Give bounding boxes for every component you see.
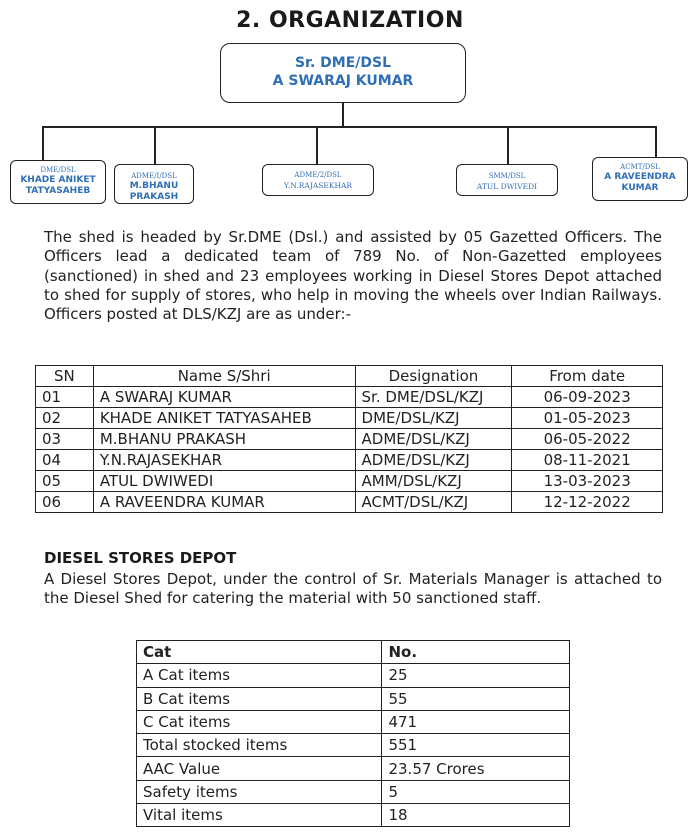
category-cell: Vital items bbox=[137, 804, 382, 827]
table-row bbox=[137, 757, 570, 780]
category-cell: A Cat items bbox=[137, 664, 382, 687]
count-cell: 471 bbox=[382, 710, 570, 733]
name-cell: KHADE ANIKET TATYASAHEB bbox=[93, 408, 355, 429]
column-header: No. bbox=[382, 641, 570, 664]
org-officer-designation: ADME/2/DSL bbox=[294, 171, 342, 179]
table-row bbox=[137, 734, 570, 757]
table-row bbox=[137, 687, 570, 710]
date-cell: 08-11-2021 bbox=[512, 450, 663, 471]
org-officer-box bbox=[262, 164, 374, 196]
table-row bbox=[36, 492, 663, 513]
column-header: Designation bbox=[355, 366, 512, 387]
table-header-row bbox=[137, 641, 570, 664]
org-connector-drop bbox=[154, 126, 156, 164]
org-officer-box bbox=[10, 160, 106, 204]
sn-cell: 06 bbox=[36, 492, 94, 513]
category-cell: AAC Value bbox=[137, 757, 382, 780]
org-connector-drop bbox=[655, 126, 657, 160]
sn-cell: 03 bbox=[36, 429, 94, 450]
table-header-row bbox=[36, 366, 663, 387]
name-cell: Y.N.RAJASEKHAR bbox=[93, 450, 355, 471]
table-row bbox=[36, 471, 663, 492]
sn-cell: 04 bbox=[36, 450, 94, 471]
column-header: Name S/Shri bbox=[93, 366, 355, 387]
depot-paragraph: A Diesel Stores Depot, under the control of Sr. Materials Manager is attached to the Diesel Shed for catering the material with 50 sanctioned staff. bbox=[44, 570, 662, 608]
count-cell: 18 bbox=[382, 804, 570, 827]
count-cell: 23.57 Crores bbox=[382, 757, 570, 780]
table-row bbox=[137, 664, 570, 687]
table-row bbox=[36, 450, 663, 471]
count-cell: 25 bbox=[382, 664, 570, 687]
sn-cell: 05 bbox=[36, 471, 94, 492]
table-row bbox=[137, 710, 570, 733]
org-officer-designation: ACMT/DSL bbox=[620, 163, 660, 171]
column-header: Cat bbox=[137, 641, 382, 664]
org-connector-drop bbox=[316, 126, 318, 164]
date-cell: 13-03-2023 bbox=[512, 471, 663, 492]
org-head-designation: Sr. DME/DSL bbox=[294, 55, 392, 71]
table-row bbox=[36, 408, 663, 429]
officers-table bbox=[35, 365, 663, 513]
designation-cell: ADME/DSL/KZJ bbox=[355, 450, 512, 471]
designation-cell: ADME/DSL/KZJ bbox=[355, 429, 512, 450]
org-officer-designation: SMM/DSL bbox=[488, 172, 526, 180]
designation-cell: DME/DSL/KZJ bbox=[355, 408, 512, 429]
table-row bbox=[137, 780, 570, 803]
name-cell: M.BHANU PRAKASH bbox=[93, 429, 355, 450]
column-header: SN bbox=[36, 366, 94, 387]
org-connector-vertical bbox=[342, 103, 344, 127]
date-cell: 06-05-2022 bbox=[512, 429, 663, 450]
name-cell: ATUL DWIWEDI bbox=[93, 471, 355, 492]
sn-cell: 02 bbox=[36, 408, 94, 429]
date-cell: 01-05-2023 bbox=[512, 408, 663, 429]
intro-paragraph: The shed is headed by Sr.DME (Dsl.) and assisted by 05 Gazetted Officers. The Officers lead a dedicated team of 789 No. of Non-Gazetted employees (sanctioned) in shed and 23 employees working in Diesel Stores Depot attached to shed for supply of stores, who help in moving the wheels over Indian Railways. Officers posted at DLS/KZJ are as under:- bbox=[44, 228, 662, 324]
name-cell: A SWARAJ KUMAR bbox=[93, 387, 355, 408]
org-officer-name: M.BHANU bbox=[129, 181, 179, 191]
org-officer-name: A RAVEENDRA bbox=[604, 172, 676, 182]
org-officer-name: KUMAR bbox=[621, 183, 659, 193]
designation-cell: Sr. DME/DSL/KZJ bbox=[355, 387, 512, 408]
org-connector-drop bbox=[507, 126, 509, 164]
org-connector-horizontal bbox=[42, 126, 656, 128]
category-cell: Safety items bbox=[137, 780, 382, 803]
designation-cell: AMM/DSL/KZJ bbox=[355, 471, 512, 492]
org-officer-name: Y.N.RAJASEKHAR bbox=[283, 181, 353, 190]
org-head-box bbox=[220, 43, 466, 103]
stores-table bbox=[136, 640, 570, 827]
org-officer-designation: ADME/I/DSL bbox=[131, 172, 177, 180]
org-connector-drop bbox=[42, 126, 44, 160]
column-header: From date bbox=[512, 366, 663, 387]
org-officer-box bbox=[114, 164, 194, 204]
org-officer-name: ATUL DWIVEDI bbox=[476, 182, 538, 191]
org-head-name: A SWARAJ KUMAR bbox=[272, 73, 414, 89]
table-row bbox=[137, 804, 570, 827]
org-officer-name: TATYASAHEB bbox=[25, 186, 91, 196]
org-officer-designation: DME/DSL bbox=[40, 166, 76, 174]
category-cell: Total stocked items bbox=[137, 734, 382, 757]
depot-heading: DIESEL STORES DEPOT bbox=[44, 549, 237, 567]
count-cell: 5 bbox=[382, 780, 570, 803]
category-cell: C Cat items bbox=[137, 710, 382, 733]
table-row bbox=[36, 429, 663, 450]
sn-cell: 01 bbox=[36, 387, 94, 408]
org-officer-box bbox=[592, 157, 688, 201]
date-cell: 06-09-2023 bbox=[512, 387, 663, 408]
category-cell: B Cat items bbox=[137, 687, 382, 710]
org-officer-name: KHADE ANIKET bbox=[20, 175, 96, 185]
org-officer-box bbox=[456, 164, 558, 196]
designation-cell: ACMT/DSL/KZJ bbox=[355, 492, 512, 513]
name-cell: A RAVEENDRA KUMAR bbox=[93, 492, 355, 513]
date-cell: 12-12-2022 bbox=[512, 492, 663, 513]
org-officer-name: PRAKASH bbox=[129, 192, 179, 202]
count-cell: 55 bbox=[382, 687, 570, 710]
table-row bbox=[36, 387, 663, 408]
section-title: 2. ORGANIZATION bbox=[236, 8, 464, 33]
count-cell: 551 bbox=[382, 734, 570, 757]
